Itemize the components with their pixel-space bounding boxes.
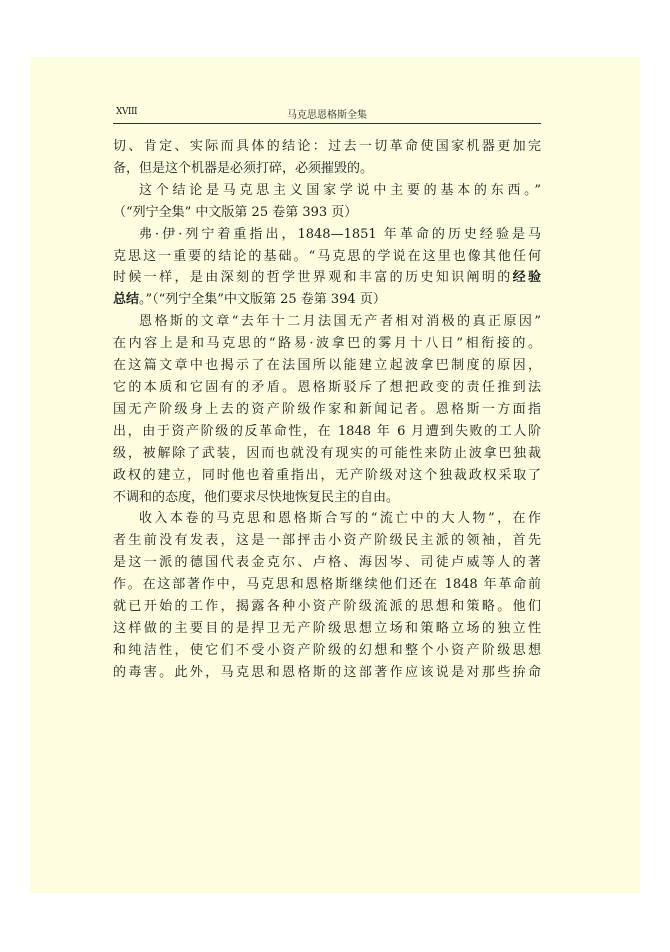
text-line: 者生前没有发表，这是一部抨击小资产阶级民主派的领袖，首先 [113,533,541,549]
text-run: 。”（“列宁全集”中文版第 25 卷第 394 页） [139,292,386,308]
text-line: 切、肯定、实际而具体的结论：过去一切革命使国家机器更加完 [113,139,541,154]
text-line: （“列宁全集” 中文版第 25 卷第 393 页） [113,204,358,220]
text-line: 作。在这部著作中，马克思和恩格斯继续他们还在 1848 年革命前 [113,577,541,593]
text-line: 这样做的主要目的是捍卫无产阶级思想立场和策略立场的独立性 [113,620,541,636]
emphasis-text: 总结 [113,292,140,308]
text-line: 级，被解除了武装，因而也就没有现实的可能性来防止波拿巴独裁 [113,445,541,461]
text-line: 恩格斯的文章“去年十二月法国无产者相对消极的真正原因” [139,314,541,330]
emphasis-text: 经验 [512,270,541,286]
text-line: 国无产阶级身上去的资产阶级作家和新闻记者。恩格斯一方面指 [113,401,541,417]
text-line [113,267,541,289]
text-line: 就已开始的工作，揭露各种小资产阶级流派的思想和策略。他们 [113,599,541,615]
text-line: 在这篇文章中也揭示了在法国所以能建立起波拿巴制度的原因， [113,358,541,374]
text-line: 不调和的态度，他们要求尽快地恢复民主的自由。 [113,489,400,505]
text-line: 这个结论是马克思主义国家学说中主要的基本的东西。” [139,182,541,198]
page-header [113,105,541,124]
text-line [113,289,541,311]
text-line: 政权的建立，同时他也着重指出，无产阶级对这个独裁政权采取了 [113,467,541,483]
text-line: 备，但是这个机器是必须打碎，必须摧毁的。 [113,160,374,176]
text-line: 收入本卷的马克思和恩格斯合写的“流亡中的大人物”，在作 [139,511,541,527]
text-line: 在内容上是和马克思的“路易·波拿巴的雾月十八日”相衔接的。 [113,336,541,352]
page-number: XVIII [116,107,138,117]
text-line: 它的本质和它固有的矛盾。恩格斯驳斥了想把政变的责任推到法 [113,379,541,395]
running-title: 马克思恩格斯全集 [287,110,367,121]
text-run: 时候一样，是由深刻的哲学世界观和丰富的历史知识阐明的 [113,270,513,286]
text-line: 克思这一重要的结论的基础。“马克思的学说在这里也像其他任何 [113,248,541,264]
text-line: 是这一派的德国代表金克尔、卢格、海因岑、司徒卢威等人的著 [113,555,541,571]
text-line: 弗·伊·列宁着重指出，1848—1851 年革命的历史经验是马 [139,226,541,242]
text-line: 的毒害。此外，马克思和恩格斯的这部著作应该说是对那些拚命 [113,664,541,680]
text-line: 和纯洁性，使它们不受小资产阶级的幻想和整个小资产阶级思想 [113,642,541,658]
body-text [113,136,541,684]
text-line: 出，由于资产阶级的反革命性，在 1848 年 6 月遭到失败的工人阶 [113,423,541,439]
